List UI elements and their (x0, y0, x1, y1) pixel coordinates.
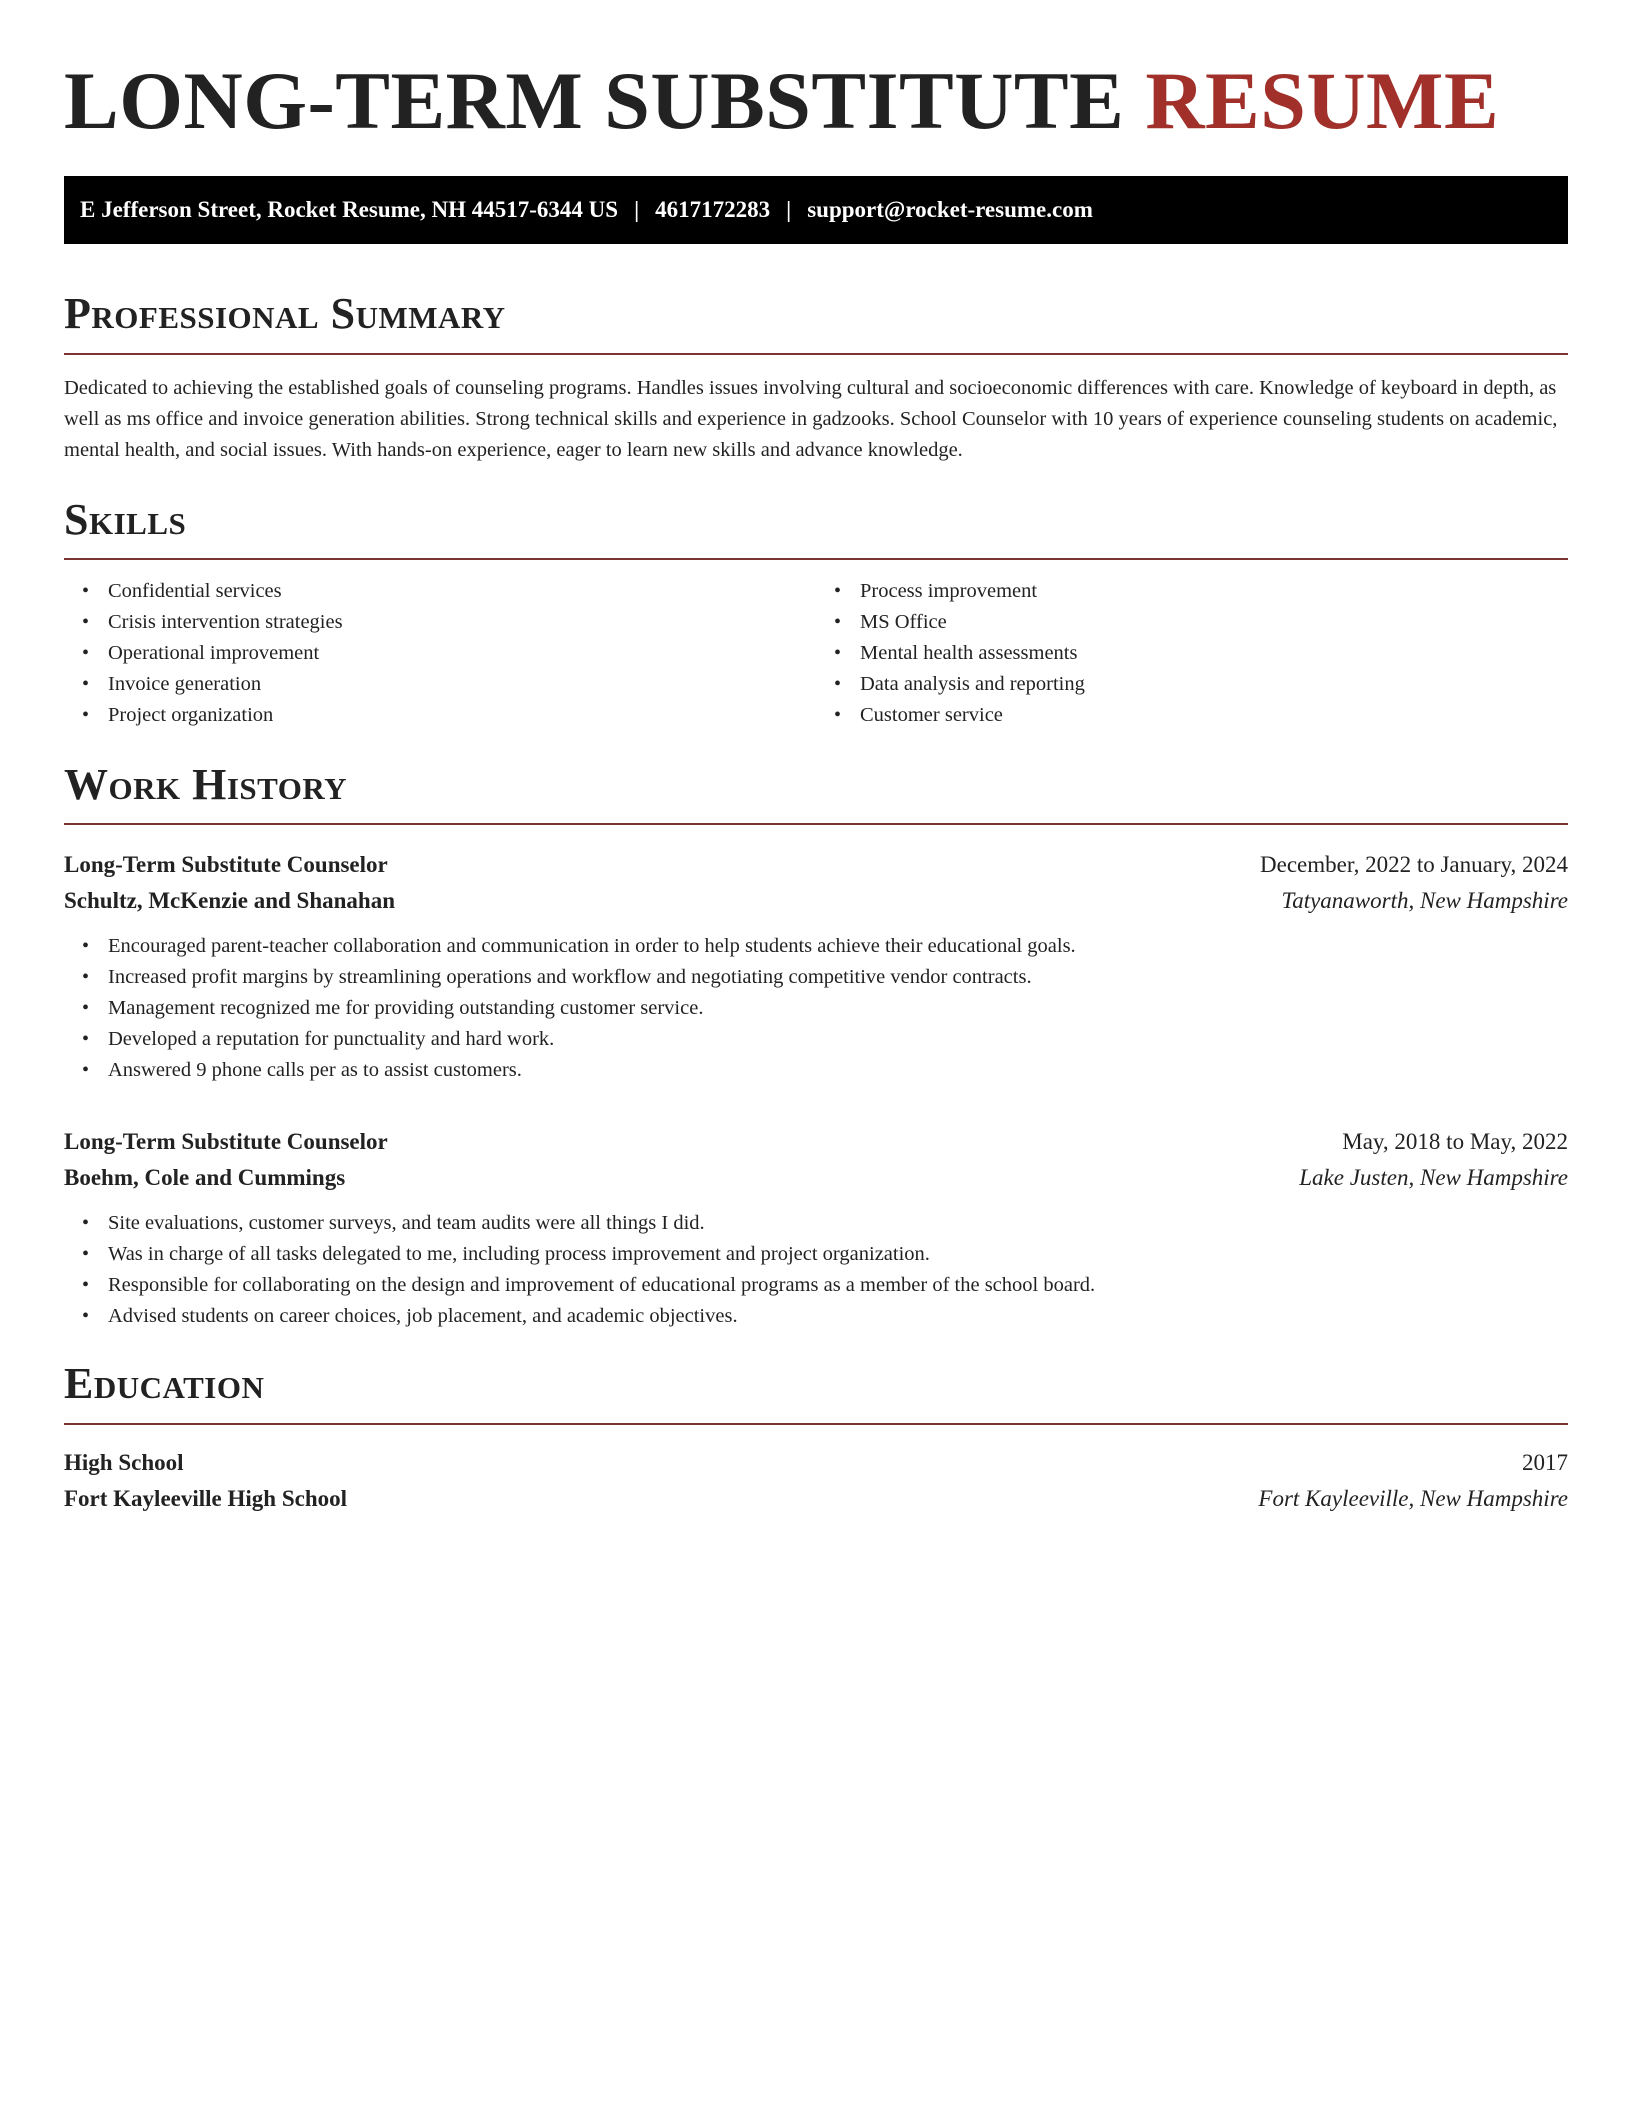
skills-heading: Skills (64, 494, 187, 544)
work-heading: Work History (64, 759, 348, 809)
job-title: Long-Term Substitute Counselor (64, 852, 388, 878)
job-bullet: • Encouraged parent-teacher collaboration and communication in order to help students achieve their educational goals. (108, 931, 1568, 962)
education-location: Fort Kayleeville, New Hampshire (1258, 1485, 1568, 1511)
job-company-row (64, 883, 1568, 919)
skill-item: • Process improvement (860, 576, 1568, 607)
title-accent: RESUME (1145, 55, 1500, 146)
section-divider (64, 558, 1568, 560)
education-entry (64, 1445, 1568, 1517)
education-school-row (64, 1481, 1568, 1517)
skill-item: • Invoice generation (108, 669, 816, 700)
job-bullet: • Developed a reputation for punctuality and hard work. (108, 1024, 1568, 1055)
title-main: LONG-TERM SUBSTITUTE (64, 55, 1125, 146)
resume-title (64, 56, 1568, 146)
job-entry (64, 1124, 1568, 1332)
skills-list-left (64, 576, 816, 731)
job-bullet: • Increased profit margins by streamlining operations and workflow and negotiating competitive vendor contracts. (108, 962, 1568, 993)
education-year: 2017 (1522, 1449, 1568, 1475)
job-company: Schultz, McKenzie and Shanahan (64, 888, 395, 914)
contact-bar (64, 176, 1568, 244)
job-location: Tatyanaworth, New Hampshire (1281, 888, 1568, 914)
contact-phone[interactable]: 4617172283 (655, 197, 771, 223)
job-title: Long-Term Substitute Counselor (64, 1129, 388, 1155)
skills-section (64, 496, 1568, 731)
job-bullets (64, 931, 1568, 1086)
job-bullet: • Was in charge of all tasks delegated to me, including process improvement and project organization. (108, 1239, 1568, 1270)
contact-address: E Jefferson Street, Rocket Resume, NH 44517-6344 US (80, 197, 619, 223)
contact-email[interactable]: support@rocket-resume.com (807, 197, 1093, 223)
job-dates: December, 2022 to January, 2024 (1260, 852, 1568, 878)
contact-separator: | (786, 197, 792, 223)
summary-text: Dedicated to achieving the established goals of counseling programs. Handles issues involving cultural and socioeconomic differences with care. Knowledge of keyboard in depth, as well as ms office and invoice generation abilities. Strong technical skills and experience in gadzooks. School Counselor with 10 years of experience counseling students on academic, mental health, and social issues. With hands-on experience, eager to learn new skills and advance knowledge. (64, 376, 1558, 461)
job-company-row (64, 1160, 1568, 1196)
job-bullet: • Management recognized me for providing outstanding customer service. (108, 993, 1568, 1024)
job-bullets (64, 1208, 1568, 1332)
work-section (64, 761, 1568, 1332)
skill-item: • MS Office (860, 607, 1568, 638)
skills-grid (64, 576, 1568, 731)
job-bullet: • Advised students on career choices, job placement, and academic objectives. (108, 1301, 1568, 1332)
job-entry (64, 847, 1568, 1086)
skills-list-right (816, 576, 1568, 731)
section-divider (64, 353, 1568, 355)
education-section (64, 1360, 1568, 1516)
job-location: Lake Justen, New Hampshire (1299, 1165, 1568, 1191)
skill-item: • Confidential services (108, 576, 816, 607)
summary-section (64, 290, 1568, 465)
skill-item: • Data analysis and reporting (860, 669, 1568, 700)
job-bullet: • Site evaluations, customer surveys, and team audits were all things I did. (108, 1208, 1568, 1239)
job-bullet: • Responsible for collaborating on the design and improvement of educational programs as a member of the school board. (108, 1270, 1568, 1301)
section-divider (64, 823, 1568, 825)
contact-separator: | (634, 197, 640, 223)
education-heading: Education (64, 1359, 265, 1409)
skill-item: • Crisis intervention strategies (108, 607, 816, 638)
job-header-row (64, 1124, 1568, 1160)
job-company: Boehm, Cole and Cummings (64, 1165, 346, 1191)
skill-item: • Mental health assessments (860, 638, 1568, 669)
job-bullet: • Answered 9 phone calls per as to assist customers. (108, 1055, 1568, 1086)
education-degree-row (64, 1445, 1568, 1481)
education-school: Fort Kayleeville High School (64, 1485, 347, 1511)
job-header-row (64, 847, 1568, 883)
skill-item: • Customer service (860, 700, 1568, 731)
skill-item: • Operational improvement (108, 638, 816, 669)
job-dates: May, 2018 to May, 2022 (1342, 1129, 1568, 1155)
section-divider (64, 1423, 1568, 1425)
summary-heading: Professional Summary (64, 289, 506, 339)
skill-item: • Project organization (108, 700, 816, 731)
education-degree: High School (64, 1449, 184, 1475)
